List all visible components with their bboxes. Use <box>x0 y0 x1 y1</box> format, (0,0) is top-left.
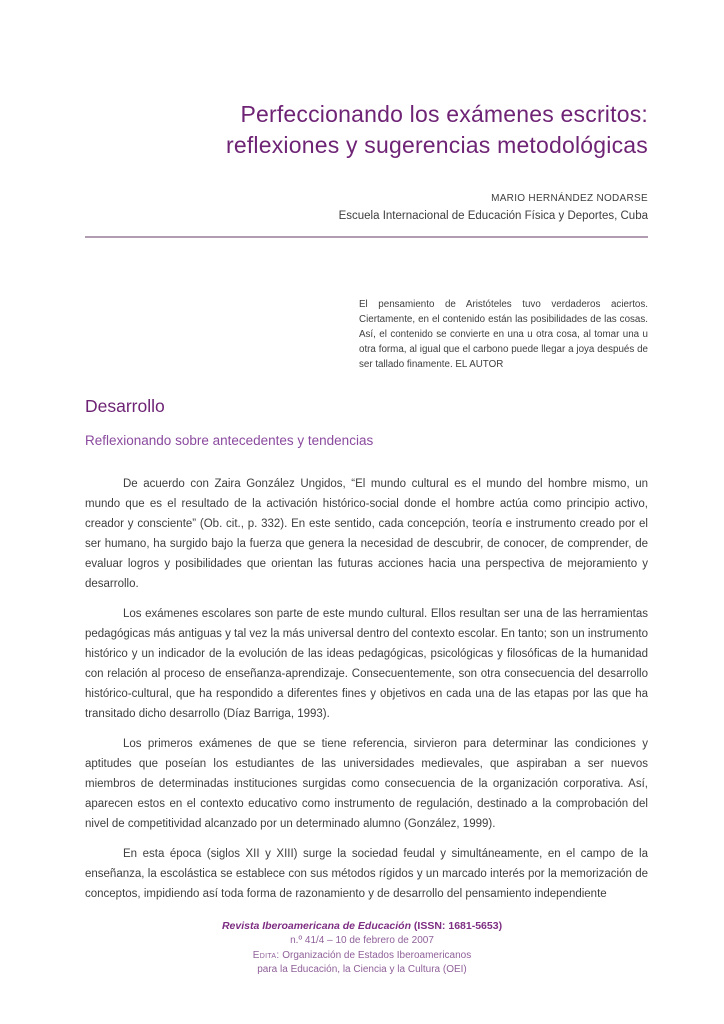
journal-issn: (ISSN: 1681-5653) <box>411 920 503 932</box>
journal-footer <box>0 919 724 978</box>
byline <box>85 191 648 225</box>
journal-title-line <box>0 919 724 934</box>
epigraph: El pensamiento de Aristóteles tuvo verdaderos aciertos. Ciertamente, en el contenido están las posibilidades de las cosas. Así, el contenido se convierte en una u otra cosa, al tomar una u otra forma, al igual que el carbono puede llegar a joya después de ser tallado finamente. EL AUTOR <box>359 299 648 370</box>
journal-name: Revista Iberoamericana de Educación <box>221 920 412 932</box>
author-affiliation: Escuela Internacional de Educación Física y Deportes, Cuba <box>338 210 648 222</box>
section-subheading: Reflexionando sobre antecedentes y tendencias <box>85 433 374 448</box>
article-title <box>85 0 648 161</box>
article-body <box>85 474 648 904</box>
article-title-line1: Perfeccionando los exámenes escritos: <box>240 101 648 127</box>
edita-label: Edita: <box>252 949 280 961</box>
author-name: MARIO HERNÁNDEZ NODARSE <box>491 193 648 204</box>
section-heading: Desarrollo <box>85 396 165 416</box>
body-paragraph: De acuerdo con Zaira González Ungidos, “El mundo cultural es el mundo del hombre mismo, un mundo que es el resultado de la activación histórico-social donde el hombre actúa como principio activo, creador y consciente” (Ob. cit., p. 332). En este sentido, cada concepción, teoría e instrumento creado por el ser humano, ha surgido bajo la fuerza que genera la necesidad de descubrir, de conocer, de comprender, de evaluar logros y posibilidades que orientan las futuras acciones hacia una perspectiva de mejoramiento y desarrollo. <box>85 478 648 590</box>
article-title-line2: reflexiones y sugerencias metodológicas <box>225 132 648 158</box>
body-paragraph: Los exámenes escolares son parte de este mundo cultural. Ellos resultan ser una de las herramientas pedagógicas más antiguas y tal vez la más universal dentro del contexto escolar. En tanto; son un instrumento histórico y un indicador de la evolución de las ideas pedagógicas, psicológicas y filosóficas de la humanidad con relación al proceso de enseñanza-aprendizaje. Consecuentemente, son otra consecuencia del desarrollo histórico-cultural, que ha respondido a diferentes fines y objetivos en cada una de las etapas por las que ha transitado dicho desarrollo (Díaz Barriga, 1993). <box>85 608 648 720</box>
body-paragraph: En esta época (siglos XII y XIII) surge la sociedad feudal y simultáneamente, en el campo de la enseñanza, la escolástica se establece con sus métodos rígidos y un marcado interés por la memorización de conceptos, impidiendo así toda forma de razonamiento y de desarrollo del pensamiento independiente <box>85 848 648 900</box>
journal-issue-line: n.º 41/4 – 10 de febrero de 2007 <box>290 935 434 946</box>
body-paragraph: Los primeros exámenes de que se tiene referencia, sirvieron para determinar las condiciones y aptitudes que poseían los estudiantes de las universidades medievales, que aspiraban a ser nuevos miembros de determinadas instituciones surgidas como consecuencia de la organización corporativa. Así, aparecen estos en el contexto educativo como instrumento de regulación, destinado a la comprobación del nivel de competitividad alcanzado por un determinado alumno (González, 1999). <box>85 738 648 830</box>
journal-edita-line2: para la Educación, la Ciencia y la Cultura (OEI) <box>257 964 467 975</box>
journal-edita-line <box>0 949 724 964</box>
header-divider <box>85 236 648 238</box>
edita-text: Organización de Estados Iberoamericanos <box>279 949 472 961</box>
